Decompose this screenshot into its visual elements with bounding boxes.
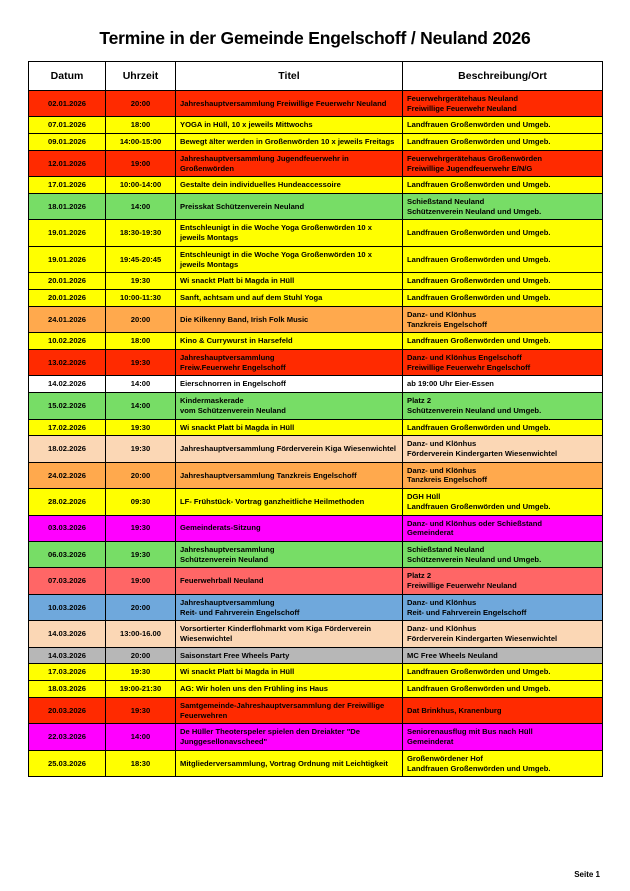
column-header-titel: Titel bbox=[176, 62, 403, 91]
cell-beschreibung-ort: Danz- und Klönhus Reit- und Fahrverein Engelschoff bbox=[403, 594, 603, 620]
cell-beschreibung-ort: Großenwördener Hof Landfrauen Großenwörden und Umgeb. bbox=[403, 750, 603, 776]
table-row bbox=[29, 117, 603, 134]
table-row bbox=[29, 724, 603, 750]
table-row bbox=[29, 419, 603, 436]
cell-uhrzeit: 18:00 bbox=[106, 333, 176, 350]
cell-titel: Jahreshauptversammlung Freiw.Feuerwehr Engelschoff bbox=[176, 349, 403, 375]
schedule-table-body bbox=[29, 91, 603, 777]
cell-datum: 06.03.2026 bbox=[29, 542, 106, 568]
cell-uhrzeit: 19:30 bbox=[106, 419, 176, 436]
table-row bbox=[29, 177, 603, 194]
cell-beschreibung-ort: Landfrauen Großenwörden und Umgeb. bbox=[403, 134, 603, 151]
table-row bbox=[29, 273, 603, 290]
table-row bbox=[29, 568, 603, 594]
cell-titel: Sanft, achtsam und auf dem Stuhl Yoga bbox=[176, 290, 403, 307]
cell-uhrzeit: 10:00-14:00 bbox=[106, 177, 176, 194]
cell-datum: 12.01.2026 bbox=[29, 150, 106, 176]
table-row bbox=[29, 393, 603, 419]
cell-beschreibung-ort: Platz 2 Freiwillige Feuerwehr Neuland bbox=[403, 568, 603, 594]
cell-beschreibung-ort: Schießstand Neuland Schützenverein Neuland und Umgeb. bbox=[403, 194, 603, 220]
cell-uhrzeit: 19:30 bbox=[106, 542, 176, 568]
cell-uhrzeit: 18:00 bbox=[106, 117, 176, 134]
table-row bbox=[29, 594, 603, 620]
table-row bbox=[29, 220, 603, 246]
cell-datum: 19.01.2026 bbox=[29, 246, 106, 272]
table-row bbox=[29, 306, 603, 332]
table-row bbox=[29, 647, 603, 664]
cell-beschreibung-ort: Landfrauen Großenwörden und Umgeb. bbox=[403, 117, 603, 134]
cell-uhrzeit: 14:00 bbox=[106, 724, 176, 750]
cell-titel: Feuerwehrball Neuland bbox=[176, 568, 403, 594]
cell-beschreibung-ort: Landfrauen Großenwörden und Umgeb. bbox=[403, 220, 603, 246]
cell-datum: 20.01.2026 bbox=[29, 290, 106, 307]
cell-titel: Jahreshauptversammlung Förderverein Kiga Wiesenwichtel bbox=[176, 436, 403, 462]
cell-beschreibung-ort: Landfrauen Großenwörden und Umgeb. bbox=[403, 273, 603, 290]
cell-uhrzeit: 20:00 bbox=[106, 647, 176, 664]
cell-beschreibung-ort: Dat Brinkhus, Kranenburg bbox=[403, 697, 603, 723]
cell-titel: Wi snackt Platt bi Magda in Hüll bbox=[176, 664, 403, 681]
cell-beschreibung-ort: Landfrauen Großenwörden und Umgeb. bbox=[403, 246, 603, 272]
cell-uhrzeit: 20:00 bbox=[106, 462, 176, 488]
table-row bbox=[29, 333, 603, 350]
cell-titel: Kindermaskerade vom Schützenverein Neuland bbox=[176, 393, 403, 419]
cell-titel: Jahreshauptversammlung Tanzkreis Engelschoff bbox=[176, 462, 403, 488]
cell-uhrzeit: 19:00 bbox=[106, 150, 176, 176]
table-row bbox=[29, 349, 603, 375]
cell-datum: 24.02.2026 bbox=[29, 462, 106, 488]
cell-datum: 14.03.2026 bbox=[29, 647, 106, 664]
cell-uhrzeit: 13:00-16.00 bbox=[106, 621, 176, 647]
cell-datum: 19.01.2026 bbox=[29, 220, 106, 246]
cell-uhrzeit: 19:00 bbox=[106, 568, 176, 594]
cell-titel: YOGA in Hüll, 10 x jeweils Mittwochs bbox=[176, 117, 403, 134]
cell-titel: Wi snackt Platt bi Magda in Hüll bbox=[176, 419, 403, 436]
cell-beschreibung-ort: ab 19:00 Uhr Eier-Essen bbox=[403, 376, 603, 393]
cell-beschreibung-ort: Landfrauen Großenwörden und Umgeb. bbox=[403, 681, 603, 698]
cell-titel: Wi snackt Platt bi Magda in Hüll bbox=[176, 273, 403, 290]
cell-datum: 17.02.2026 bbox=[29, 419, 106, 436]
cell-titel: Entschleunigt in die Woche Yoga Großenwörden 10 x jeweils Montags bbox=[176, 220, 403, 246]
cell-beschreibung-ort: Danz- und Klönhus Förderverein Kindergarten Wiesenwichtel bbox=[403, 436, 603, 462]
cell-uhrzeit: 19:45-20:45 bbox=[106, 246, 176, 272]
table-row bbox=[29, 542, 603, 568]
cell-beschreibung-ort: Feuerwehrgerätehaus Großenwörden Freiwillige Jugendfeuerwehr E/N/G bbox=[403, 150, 603, 176]
cell-uhrzeit: 14:00 bbox=[106, 376, 176, 393]
cell-titel: Mitgliederversammlung, Vortrag Ordnung mit Leichtigkeit bbox=[176, 750, 403, 776]
cell-titel: Bewegt älter werden in Großenwörden 10 x jeweils Freitags bbox=[176, 134, 403, 151]
cell-titel: De Hüller Theoterspeler spielen den Dreiakter "De Junggesellonavscheed" bbox=[176, 724, 403, 750]
cell-uhrzeit: 20:00 bbox=[106, 594, 176, 620]
cell-beschreibung-ort: Platz 2 Schützenverein Neuland und Umgeb. bbox=[403, 393, 603, 419]
cell-datum: 10.02.2026 bbox=[29, 333, 106, 350]
cell-uhrzeit: 14:00 bbox=[106, 393, 176, 419]
cell-uhrzeit: 19:30 bbox=[106, 349, 176, 375]
cell-uhrzeit: 19:30 bbox=[106, 664, 176, 681]
cell-datum: 18.02.2026 bbox=[29, 436, 106, 462]
cell-datum: 25.03.2026 bbox=[29, 750, 106, 776]
cell-beschreibung-ort: Danz- und Klönhus Förderverein Kindergarten Wiesenwichtel bbox=[403, 621, 603, 647]
cell-beschreibung-ort: Landfrauen Großenwörden und Umgeb. bbox=[403, 177, 603, 194]
cell-uhrzeit: 19:30 bbox=[106, 697, 176, 723]
cell-titel: Vorsortierter Kinderflohmarkt vom Kiga Förderverein Wiesenwichtel bbox=[176, 621, 403, 647]
cell-titel: Samtgemeinde-Jahreshauptversammlung der Freiwillige Feuerwehren bbox=[176, 697, 403, 723]
cell-beschreibung-ort: MC Free Wheels Neuland bbox=[403, 647, 603, 664]
cell-uhrzeit: 19:30 bbox=[106, 436, 176, 462]
cell-datum: 22.03.2026 bbox=[29, 724, 106, 750]
cell-beschreibung-ort: Danz- und Klönhus Tanzkreis Engelschoff bbox=[403, 306, 603, 332]
cell-datum: 20.03.2026 bbox=[29, 697, 106, 723]
cell-uhrzeit: 18:30 bbox=[106, 750, 176, 776]
cell-datum: 14.02.2026 bbox=[29, 376, 106, 393]
cell-datum: 13.02.2026 bbox=[29, 349, 106, 375]
cell-titel: LF- Frühstück- Vortrag ganzheitliche Heilmethoden bbox=[176, 489, 403, 515]
cell-uhrzeit: 20:00 bbox=[106, 91, 176, 117]
cell-uhrzeit: 14:00-15:00 bbox=[106, 134, 176, 151]
table-row bbox=[29, 376, 603, 393]
cell-titel: Saisonstart Free Wheels Party bbox=[176, 647, 403, 664]
cell-datum: 24.01.2026 bbox=[29, 306, 106, 332]
cell-datum: 14.03.2026 bbox=[29, 621, 106, 647]
cell-datum: 28.02.2026 bbox=[29, 489, 106, 515]
column-header-beschreibung-ort: Beschreibung/Ort bbox=[403, 62, 603, 91]
table-header-row bbox=[29, 62, 603, 91]
table-row bbox=[29, 681, 603, 698]
table-row bbox=[29, 150, 603, 176]
cell-datum: 18.01.2026 bbox=[29, 194, 106, 220]
cell-datum: 02.01.2026 bbox=[29, 91, 106, 117]
cell-titel: Jahreshauptversammlung Jugendfeuerwehr in Großenwörden bbox=[176, 150, 403, 176]
cell-datum: 17.03.2026 bbox=[29, 664, 106, 681]
cell-beschreibung-ort: Feuerwehrgerätehaus Neuland Freiwillige Feuerwehr Neuland bbox=[403, 91, 603, 117]
cell-datum: 10.03.2026 bbox=[29, 594, 106, 620]
table-row bbox=[29, 290, 603, 307]
cell-uhrzeit: 19:30 bbox=[106, 515, 176, 541]
cell-uhrzeit: 19:00-21:30 bbox=[106, 681, 176, 698]
cell-uhrzeit: 10:00-11:30 bbox=[106, 290, 176, 307]
cell-beschreibung-ort: Seniorenausflug mit Bus nach Hüll Gemeinderat bbox=[403, 724, 603, 750]
cell-beschreibung-ort: Landfrauen Großenwörden und Umgeb. bbox=[403, 664, 603, 681]
cell-datum: 15.02.2026 bbox=[29, 393, 106, 419]
schedule-table bbox=[28, 61, 603, 777]
column-header-uhrzeit: Uhrzeit bbox=[106, 62, 176, 91]
cell-titel: AG: Wir holen uns den Frühling ins Haus bbox=[176, 681, 403, 698]
cell-uhrzeit: 20:00 bbox=[106, 306, 176, 332]
table-row bbox=[29, 134, 603, 151]
table-row bbox=[29, 436, 603, 462]
cell-titel: Jahreshauptversammlung Freiwillige Feuerwehr Neuland bbox=[176, 91, 403, 117]
cell-datum: 09.01.2026 bbox=[29, 134, 106, 151]
cell-beschreibung-ort: Schießstand Neuland Schützenverein Neuland und Umgeb. bbox=[403, 542, 603, 568]
cell-beschreibung-ort: Landfrauen Großenwörden und Umgeb. bbox=[403, 419, 603, 436]
cell-uhrzeit: 14:00 bbox=[106, 194, 176, 220]
table-row bbox=[29, 621, 603, 647]
cell-beschreibung-ort: Danz- und Klönhus Tanzkreis Engelschoff bbox=[403, 462, 603, 488]
cell-beschreibung-ort: Landfrauen Großenwörden und Umgeb. bbox=[403, 333, 603, 350]
cell-datum: 07.01.2026 bbox=[29, 117, 106, 134]
page-title: Termine in der Gemeinde Engelschoff / Neuland 2026 bbox=[99, 28, 531, 48]
cell-datum: 07.03.2026 bbox=[29, 568, 106, 594]
table-row bbox=[29, 515, 603, 541]
cell-titel: Gemeinderats-Sitzung bbox=[176, 515, 403, 541]
cell-uhrzeit: 09:30 bbox=[106, 489, 176, 515]
table-row bbox=[29, 489, 603, 515]
cell-datum: 03.03.2026 bbox=[29, 515, 106, 541]
table-row bbox=[29, 91, 603, 117]
cell-titel: Jahreshauptversammlung Schützenverein Neuland bbox=[176, 542, 403, 568]
cell-beschreibung-ort: DGH Hüll Landfrauen Großenwörden und Umgeb. bbox=[403, 489, 603, 515]
cell-beschreibung-ort: Danz- und Klönhus oder Schießstand Gemeinderat bbox=[403, 515, 603, 541]
table-row bbox=[29, 246, 603, 272]
cell-datum: 20.01.2026 bbox=[29, 273, 106, 290]
cell-uhrzeit: 19:30 bbox=[106, 273, 176, 290]
table-row bbox=[29, 664, 603, 681]
cell-titel: Jahreshauptversammlung Reit- und Fahrverein Engelschoff bbox=[176, 594, 403, 620]
table-row bbox=[29, 462, 603, 488]
cell-datum: 17.01.2026 bbox=[29, 177, 106, 194]
cell-titel: Preisskat Schützenverein Neuland bbox=[176, 194, 403, 220]
column-header-datum: Datum bbox=[29, 62, 106, 91]
page-footer: Seite 1 bbox=[574, 870, 600, 879]
cell-titel: Kino & Currywurst in Harsefeld bbox=[176, 333, 403, 350]
cell-datum: 18.03.2026 bbox=[29, 681, 106, 698]
cell-beschreibung-ort: Danz- und Klönhus Engelschoff Freiwillige Feuerwehr Engelschoff bbox=[403, 349, 603, 375]
cell-titel: Eierschnorren in Engelschoff bbox=[176, 376, 403, 393]
table-row bbox=[29, 697, 603, 723]
cell-titel: Gestalte dein individuelles Hundeaccessoire bbox=[176, 177, 403, 194]
table-row bbox=[29, 194, 603, 220]
cell-beschreibung-ort: Landfrauen Großenwörden und Umgeb. bbox=[403, 290, 603, 307]
cell-titel: Entschleunigt in die Woche Yoga Großenwörden 10 x jeweils Montags bbox=[176, 246, 403, 272]
cell-titel: Die Kilkenny Band, Irish Folk Music bbox=[176, 306, 403, 332]
cell-uhrzeit: 18:30-19:30 bbox=[106, 220, 176, 246]
table-row bbox=[29, 750, 603, 776]
